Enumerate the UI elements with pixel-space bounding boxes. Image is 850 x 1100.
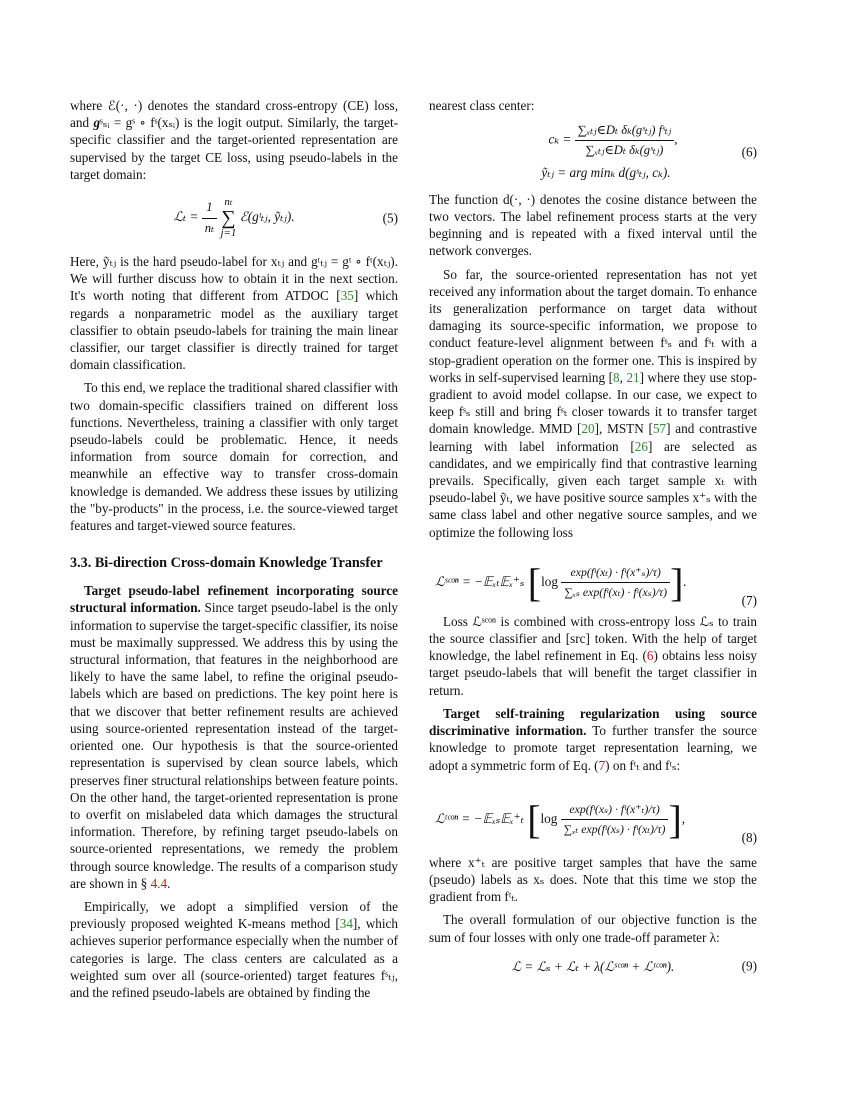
text-run: ], MSTN [ bbox=[594, 421, 653, 437]
paragraph-nearest-center: nearest class center: bbox=[429, 98, 535, 113]
eq5-frac-den: nₜ bbox=[204, 220, 215, 235]
eq6-line1 bbox=[429, 122, 757, 159]
right-bracket: ] bbox=[668, 796, 682, 842]
equation-number: (9) bbox=[741, 958, 757, 974]
eq5-sum-lower: j=1 bbox=[220, 227, 237, 240]
text-run: ) obtains less noisy target pseudo-labels that will benefit the target classifier in return. bbox=[429, 648, 757, 698]
text-run: ] where they use stop-gradient to avoid model collapse. In our case, we expect to keep fˢₛ still and bring fˢₜ closer towards it to transfer target domain knowledge. MMD [ bbox=[429, 369, 758, 437]
text-run: ) on fᵗₜ and fᵗₛ: bbox=[605, 757, 681, 773]
text-run: ] are selected as candidates, and we empirically find that contrastive learning prevails. Specifically, given each target sample xₜ with pseudo-label ỹₜ, we have positive source samples x⁺ₛ with the same class label and other negative source samples, and we optimize the following loss bbox=[429, 438, 757, 540]
eq5-summation: nₜ ∑ j=1 bbox=[220, 196, 237, 240]
eq5-fraction bbox=[202, 199, 217, 236]
equation-number: (6) bbox=[741, 143, 757, 159]
citation-link[interactable]: 26 bbox=[634, 438, 648, 454]
equation-8 bbox=[429, 796, 757, 845]
equation-5 bbox=[70, 197, 398, 239]
eq7-lhs: ℒˢᶜᵒⁿ = −𝔼ₓₜ𝔼ₓ⁺ₛ bbox=[435, 573, 525, 589]
eq8-fraction bbox=[561, 801, 669, 838]
eq7-fraction bbox=[561, 564, 670, 601]
citation-link[interactable]: 8 bbox=[613, 369, 620, 385]
paragraph-positive-targets: where x⁺ₜ are positive target samples that have the same (pseudo) labels as xₛ does. Note that this time we stop the gradient from fᵗₜ. bbox=[429, 854, 757, 905]
text-run: ], which achieves superior performance especially when the number of categories is large. The class centers are calculated as a weighted sum over all (source-oriented) target features fˢₜⱼ, and the refined pseudo-labels are obtained by finding the bbox=[70, 916, 398, 1000]
paragraph-hard-pseudo-label bbox=[70, 253, 398, 373]
eq6-frac-num: ∑ₓₜⱼ∈Dₜ δₖ(gˢₜⱼ) fˢₜⱼ bbox=[575, 122, 675, 141]
equation-7 bbox=[429, 559, 757, 608]
section-heading: 3.3. Bi-direction Cross-domain Knowledge Transfer bbox=[70, 555, 383, 572]
text-run: So far, the source-oriented representation has not yet received any information about the target domain. To enhance its generalization performance on target data without damaging its source-specific information, we propose to conduct feature-level alignment between fˢₛ and fˢₜ with a stop-gradient operation on the former one. This is inspired by works in self-supervised learning [ bbox=[429, 266, 757, 385]
paragraph-title: Target self-training regularization using source discriminative information. bbox=[429, 705, 757, 739]
paragraph-cosine-distance: The function d(·, ·) denotes the cosine distance between the two vectors. The label refinement process starts at the very beginning and is repeated with a fixed interval until the network converges. bbox=[429, 191, 757, 259]
eq9-body: ℒ = ℒₛ + ℒₜ + λ(ℒˢᶜᵒⁿ + ℒᵗᶜᵒⁿ). bbox=[511, 958, 675, 974]
eq5-frac-num: 1 bbox=[202, 199, 217, 218]
text-run: Here, ỹₜⱼ is the hard pseudo-label for xₜⱼ and gᵗₜⱼ = gᵗ ∘ fᵗ(xₜⱼ). We will further discuss how to obtain it in the next section. It's worth noting that different from ATDOC [ bbox=[70, 254, 398, 304]
eq6-line2: ỹₜⱼ = arg minₖ d(gˢₜⱼ, cₖ). bbox=[541, 164, 671, 180]
equation-9 bbox=[429, 958, 757, 975]
text-run: ˢₛᵢ = gˢ ∘ fˢ(xₛᵢ) is the logit output. Similarly, the target-specific classifier and the target-oriented representation are supervised by the target CE loss, using pseudo-labels in the target domain: bbox=[70, 115, 399, 182]
text-run: To further transfer the source knowledge to promote target representation learning, we adopt a symmetric form of Eq. ( bbox=[429, 723, 757, 773]
math-symbol: g bbox=[93, 115, 101, 131]
text-run: . bbox=[167, 875, 171, 891]
right-bracket: ] bbox=[670, 559, 684, 605]
paragraph-loss-combined bbox=[429, 613, 757, 699]
eq8-frac-num: exp(fᵗ(xₛ) · fᵗ(x⁺ₜ)/τ) bbox=[561, 801, 669, 820]
eq7-frac-den: ∑ₓₛ exp(fᵗ(xₜ) · fᵗ(xₛ)/τ) bbox=[564, 585, 668, 600]
eq6-lhs: cₖ = bbox=[548, 131, 575, 147]
eq8-comma: , bbox=[681, 810, 686, 826]
paragraph-ce-loss bbox=[70, 97, 398, 183]
paragraph-pseudo-label-refinement bbox=[70, 582, 398, 892]
eq7-log: log bbox=[541, 573, 558, 589]
paragraph-objective: The overall formulation of our objective function is the sum of four losses with only one trade-off parameter λ: bbox=[429, 912, 757, 945]
equation-6 bbox=[429, 122, 757, 181]
equation-number: (7) bbox=[741, 592, 757, 608]
left-column bbox=[70, 97, 398, 1001]
eq6-comma: , bbox=[674, 131, 678, 147]
paragraph-self-training bbox=[429, 705, 757, 774]
citation-link[interactable]: 20 bbox=[581, 421, 595, 437]
paragraph-weighted-kmeans bbox=[70, 898, 398, 1001]
paragraph-shared-classifier: To this end, we replace the traditional shared classifier with two domain-specific classifiers trained on different loss functions. Nevertheless, training a classifier with only target pseudo-labels could be problematic. Hence, it needs information from source domain for correction, and meanwhile an effective way to transfer cross-domain knowledge is demanded. We address these issues by utilizing the "by-products" in the process, i.e. the source-viewed target features and target-viewed source features. bbox=[70, 380, 399, 534]
text-run: where ℰ(·, ·) denotes the standard cross-entropy (CE) loss, and bbox=[70, 98, 398, 131]
equation-link[interactable]: 6 bbox=[646, 648, 654, 664]
left-bracket: [ bbox=[527, 559, 542, 605]
citation-link[interactable]: 57 bbox=[652, 421, 667, 437]
text-run: Loss ℒˢᶜᵒⁿ is combined with cross-entropy loss ℒₛ to train the source classifier and [src] token. With the help of target knowledge, the label refinement in Eq. ( bbox=[429, 613, 757, 664]
eq5-sum-upper: nₜ bbox=[224, 196, 233, 209]
section-link[interactable]: 4.4 bbox=[150, 875, 168, 891]
paragraph-feature-alignment bbox=[429, 266, 757, 541]
citation-link[interactable]: 34 bbox=[339, 916, 353, 932]
citation-link[interactable]: 35 bbox=[340, 288, 354, 304]
eq5-body: ℰ(gᵗₜⱼ, ỹₜⱼ). bbox=[239, 209, 295, 225]
eq6-frac-den: ∑ₓₜⱼ∈Dₜ δₖ(gˢₜⱼ) bbox=[585, 143, 664, 158]
citation-link[interactable]: 21 bbox=[626, 369, 640, 385]
text-run: Since target pseudo-label is the only information to supervise the target-specific classifier, its noise must be maximally suppressed. We address this by using the structural information, that features in the neighborhood are likely to have the same label, to refine the original pseudo-labels which are based on predictions. The key point here is that we discover that better refinement results are achieved using source-oriented representation instead of the target-oriented one. Our hypothesis is that the source-oriented representation is supervised by clean source labels, which preserves finer structural relationships between feature points. On the other hand, the target-oriented representation is prone to overfit on mislabeled data which damages the structural information. Therefore, by refining target pseudo-labels on source-oriented representations, we remedy the problem through source knowledge. The results of a comparison study are shown in § bbox=[70, 600, 398, 891]
eq8-lhs: ℒᵗᶜᵒⁿ = −𝔼ₓₛ𝔼ₓ⁺ₜ bbox=[435, 810, 524, 826]
left-bracket: [ bbox=[527, 796, 541, 842]
eq8-log: log bbox=[540, 810, 558, 826]
eq6-fraction bbox=[575, 122, 678, 159]
eq5-lhs: ℒₜ = bbox=[173, 209, 202, 225]
equation-number: (5) bbox=[382, 210, 398, 226]
text-run: ] and contrastive learning with label information [ bbox=[429, 421, 757, 454]
paragraph-title: Target pseudo-label refinement incorporating source structural information. bbox=[70, 583, 398, 616]
eq7-frac-num: exp(fᵗ(xₜ) · fᵗ(x⁺ₛ)/τ) bbox=[561, 564, 670, 583]
eq8-frac-den: ∑ₓₜ exp(fᵗ(xₛ) · fᵗ(xₜ)/τ) bbox=[563, 822, 666, 837]
text-run: , bbox=[619, 369, 627, 385]
equation-link[interactable]: 7 bbox=[598, 757, 606, 773]
equation-number: (8) bbox=[741, 829, 757, 845]
text-run: ] which regards a nonparametric model as the auxiliary target classifier to obtain pseudo-labels for training the main linear classifier, our target classifier is directly trained for target domain classification. bbox=[70, 288, 398, 373]
right-column bbox=[429, 97, 757, 989]
eq7-period: . bbox=[683, 573, 687, 589]
text-run: Empirically, we adopt a simplified version of the previously proposed weighted K-means method [ bbox=[70, 898, 398, 932]
